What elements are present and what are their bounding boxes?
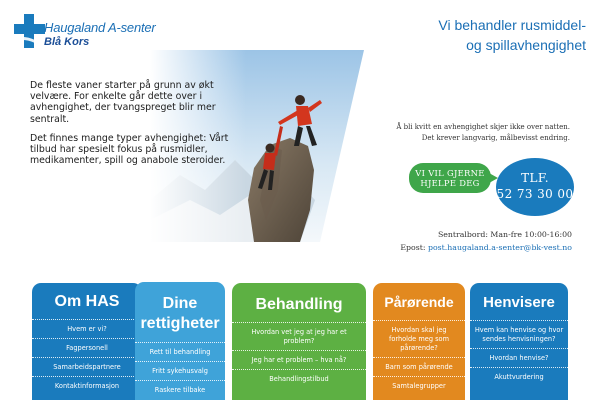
link-akuttvurdering[interactable]: Akuttvurdering [470,367,568,386]
card-om-has [32,283,142,400]
logo[interactable] [14,14,154,54]
link-kontaktinformasjon[interactable]: Kontaktinformasjon [32,376,142,395]
help-bubble-line-1: VI VIL GJERNE [415,168,485,178]
contact-info [332,228,572,254]
card-links-dine-rettigheter [135,342,225,399]
card-title-henvisere[interactable]: Henvisere [483,294,555,311]
card-links-henvisere [470,320,568,386]
phone-label: TLF. [521,171,549,185]
card-links-parorende [373,320,465,395]
intro-paragraph-1: De fleste vaner starter på grunn av økt velvære. For enkelte går dette over i avhengighet, der tvangspreget blir mer sentralt. [30,80,216,125]
intro-paragraph-2: Det finnes mange typer avhengighet: Vårt tilbud har spesielt fokus på rusmidler, medikamenter, spill og anabole steroider. [30,132,229,167]
link-hvordan-henvise[interactable]: Hvordan henvise? [470,348,568,367]
switchboard-hours: Sentralbord: Man-fre 10:00-16:00 [437,230,572,239]
link-samtalegrupper[interactable]: Samtalegrupper [373,376,465,395]
help-bubble-line-2: HJELPE DEG [420,178,480,188]
link-hvordan-forholde-seg[interactable]: Hvordan skal jeg forholde meg som pårørende? [373,320,465,357]
tagline-line-2: og spillavhengighet [466,37,586,53]
card-title-om-has[interactable]: Om HAS [54,293,120,310]
notice-text [380,122,570,144]
cross-logo-icon [14,14,46,50]
logo-subtitle: Blå Kors [44,36,90,48]
link-raskere-tilbake[interactable]: Raskere tilbake [135,380,225,399]
card-title-behandling[interactable]: Behandling [255,296,343,313]
link-hvordan-vet-jeg[interactable]: Hvordan vet jeg at jeg har et problem? [232,322,366,350]
phone-number[interactable]: 52 73 30 00 [496,187,574,201]
card-links-om-has [32,319,142,395]
link-fagpersonell[interactable]: Fagpersonell [32,338,142,357]
tagline [336,15,586,55]
card-title-parorende[interactable]: Pårørende [384,294,454,310]
logo-name: Haugaland A-senter [44,20,156,35]
link-hvem-er-vi[interactable]: Hvem er vi? [32,319,142,338]
card-title-dine-rettigheter[interactable]: Dine rettigheter [140,295,220,332]
email-label: Epost: [400,243,426,252]
intro-text [30,80,230,174]
tagline-line-1: Vi behandler rusmiddel- [438,17,586,33]
link-hvem-kan-henvise[interactable]: Hvem kan henvise og hvor sendes henvisningen? [470,320,568,348]
card-parorende [373,283,465,400]
link-jeg-har-et-problem[interactable]: Jeg har et problem – hva nå? [232,350,366,369]
notice-line-2: Det krever langvarig, målbevisst endring. [421,134,570,142]
link-fritt-sykehusvalg[interactable]: Fritt sykehusvalg [135,361,225,380]
notice-line-1: Å bli kvitt en avhengighet skjer ikke over natten. [396,123,570,131]
email-row [332,241,572,254]
phone-circle[interactable] [496,158,574,216]
link-rett-til-behandling[interactable]: Rett til behandling [135,342,225,361]
card-links-behandling [232,322,366,388]
link-samarbeidspartnere[interactable]: Samarbeidspartnere [32,357,142,376]
card-dine-rettigheter [135,282,225,400]
card-henvisere [470,283,568,400]
card-behandling [232,283,366,400]
email-link[interactable]: post.haugaland.a-senter@bk-vest.no [427,243,572,252]
help-speech-bubble [409,163,491,193]
link-barn-som-parorende[interactable]: Barn som pårørende [373,357,465,376]
link-behandlingstilbud[interactable]: Behandlingstilbud [232,369,366,388]
